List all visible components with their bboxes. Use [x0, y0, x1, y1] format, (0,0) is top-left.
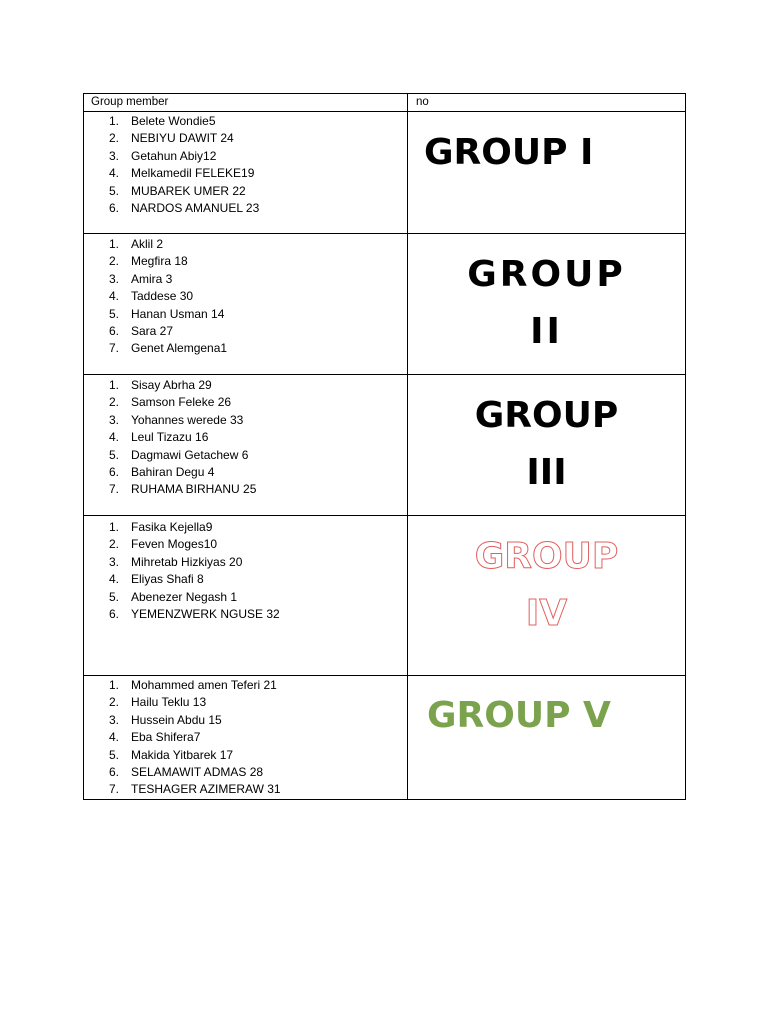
member-name: Megfira 18 [131, 254, 188, 269]
member-number: 6. [108, 201, 119, 216]
group-label [424, 127, 701, 179]
member-name: Sara 27 [131, 324, 174, 339]
member-name: Bahiran Degu 4 [131, 465, 215, 480]
member-number: 5. [108, 183, 119, 198]
group-label [427, 690, 704, 742]
member-name: Melkamedil FELEKE19 [131, 166, 255, 181]
header-group-member: Group member [84, 94, 408, 112]
group-row [84, 112, 686, 234]
group-label-line: IV [525, 593, 568, 634]
group-label-line: GROUP I [424, 132, 594, 173]
member-number: 7. [108, 482, 119, 497]
member-list [84, 377, 407, 499]
member-number: 5. [108, 589, 119, 604]
list-item [84, 747, 407, 764]
member-name: Leul Tizazu 16 [131, 430, 209, 445]
group-label-cell [408, 234, 686, 375]
group-label-line: GROUP [474, 395, 619, 436]
member-number: 2. [108, 695, 119, 710]
list-item [84, 519, 407, 536]
list-item [84, 447, 407, 464]
member-name: SELAMAWIT ADMAS 28 [131, 765, 264, 780]
member-name: Eliyas Shafi 8 [131, 572, 204, 587]
list-item [84, 429, 407, 446]
member-number: 1. [108, 237, 119, 251]
member-name: Yohannes werede 33 [131, 412, 244, 427]
list-item [84, 113, 407, 130]
table-header-row [84, 94, 686, 112]
list-item [84, 606, 407, 623]
member-name: Amira 3 [131, 271, 173, 286]
member-name: TESHAGER AZIMERAW 31 [131, 782, 281, 797]
header-no: no [408, 94, 686, 112]
list-item [84, 183, 407, 200]
list-item [84, 781, 407, 798]
member-name: Samson Feleke 26 [131, 395, 232, 410]
group-members-cell [84, 375, 408, 516]
group-members-cell [84, 234, 408, 375]
list-item [84, 271, 407, 288]
member-number: 3. [108, 712, 119, 727]
group-label-line: GROUP [474, 536, 619, 577]
member-name: Genet Alemgena1 [131, 341, 228, 356]
member-number: 1. [108, 114, 119, 128]
member-name: Makida Yitbarek 17 [131, 747, 234, 762]
member-name: Mohammed amen Teferi 21 [131, 678, 277, 692]
member-number: 6. [108, 607, 119, 622]
member-number: 6. [108, 324, 119, 339]
member-name: Aklil 2 [131, 237, 164, 251]
group-label-line: III [526, 452, 567, 493]
member-name: Dagmawi Getachew 6 [131, 447, 249, 462]
group-row [84, 676, 686, 800]
member-number: 6. [108, 465, 119, 480]
group-label-cell [408, 112, 686, 234]
member-number: 2. [108, 395, 119, 410]
list-item [84, 694, 407, 711]
group-table [83, 93, 686, 800]
list-item [84, 677, 407, 694]
member-number: 5. [108, 306, 119, 321]
member-name: NEBIYU DAWIT 24 [131, 131, 234, 146]
group-row [84, 234, 686, 375]
member-number: 3. [108, 271, 119, 286]
member-number: 3. [108, 148, 119, 163]
group-members-cell [84, 112, 408, 234]
member-name: Hailu Teklu 13 [131, 695, 207, 710]
member-name: NARDOS AMANUEL 23 [131, 201, 260, 216]
member-list [84, 236, 407, 358]
list-item [84, 764, 407, 781]
list-item [84, 412, 407, 429]
group-label-cell [408, 676, 686, 800]
member-number: 4. [108, 289, 119, 304]
member-name: MUBAREK UMER 22 [131, 183, 246, 198]
list-item [84, 306, 407, 323]
member-name: Hussein Abdu 15 [131, 712, 222, 727]
group-members-cell [84, 516, 408, 676]
member-name: Getahun Abiy12 [131, 148, 217, 163]
member-number: 3. [108, 554, 119, 569]
member-list [84, 677, 407, 799]
list-item [84, 377, 407, 394]
member-number: 1. [108, 678, 119, 692]
group-label [408, 528, 685, 642]
list-item [84, 200, 407, 217]
member-number: 4. [108, 430, 119, 445]
member-number: 4. [108, 730, 119, 745]
member-number: 1. [108, 378, 119, 392]
list-item [84, 253, 407, 270]
member-number: 2. [108, 537, 119, 552]
list-item [84, 481, 407, 498]
member-name: Taddese 30 [131, 289, 194, 304]
group-label-line: GROUP V [427, 695, 611, 736]
group-row [84, 375, 686, 516]
list-item [84, 394, 407, 411]
member-list [84, 519, 407, 623]
list-item [84, 236, 407, 253]
member-number: 2. [108, 254, 119, 269]
member-list [84, 113, 407, 217]
member-name: RUHAMA BIRHANU 25 [131, 482, 257, 497]
member-name: Eba Shifera7 [131, 730, 201, 745]
member-number: 6. [108, 765, 119, 780]
member-number: 3. [108, 412, 119, 427]
list-item [84, 130, 407, 147]
group-label-cell [408, 516, 686, 676]
member-number: 2. [108, 131, 119, 146]
member-name: Belete Wondie5 [131, 114, 216, 128]
group-label [408, 246, 685, 360]
member-name: Hanan Usman 14 [131, 306, 225, 321]
member-name: Mihretab Hizkiyas 20 [131, 554, 243, 569]
list-item [84, 340, 407, 357]
list-item [84, 148, 407, 165]
list-item [84, 589, 407, 606]
list-item [84, 536, 407, 553]
member-number: 5. [108, 447, 119, 462]
group-label-cell [408, 375, 686, 516]
group-label-line: II [530, 311, 563, 352]
group-label [408, 387, 685, 501]
list-item [84, 165, 407, 182]
member-number: 4. [108, 572, 119, 587]
member-name: Feven Moges10 [131, 537, 218, 552]
member-name: Fasika Kejella9 [131, 520, 213, 534]
member-name: Sisay Abrha 29 [131, 378, 212, 392]
member-name: YEMENZWERK NGUSE 32 [131, 607, 280, 622]
list-item [84, 323, 407, 340]
member-name: Abenezer Negash 1 [131, 589, 238, 604]
member-number: 7. [108, 341, 119, 356]
member-number: 4. [108, 166, 119, 181]
list-item [84, 712, 407, 729]
group-row [84, 516, 686, 676]
member-number: 1. [108, 520, 119, 534]
list-item [84, 288, 407, 305]
member-number: 5. [108, 747, 119, 762]
list-item [84, 571, 407, 588]
member-number: 7. [108, 782, 119, 797]
group-label-line: GROUP [467, 254, 626, 295]
list-item [84, 729, 407, 746]
list-item [84, 464, 407, 481]
list-item [84, 554, 407, 571]
group-members-cell [84, 676, 408, 800]
